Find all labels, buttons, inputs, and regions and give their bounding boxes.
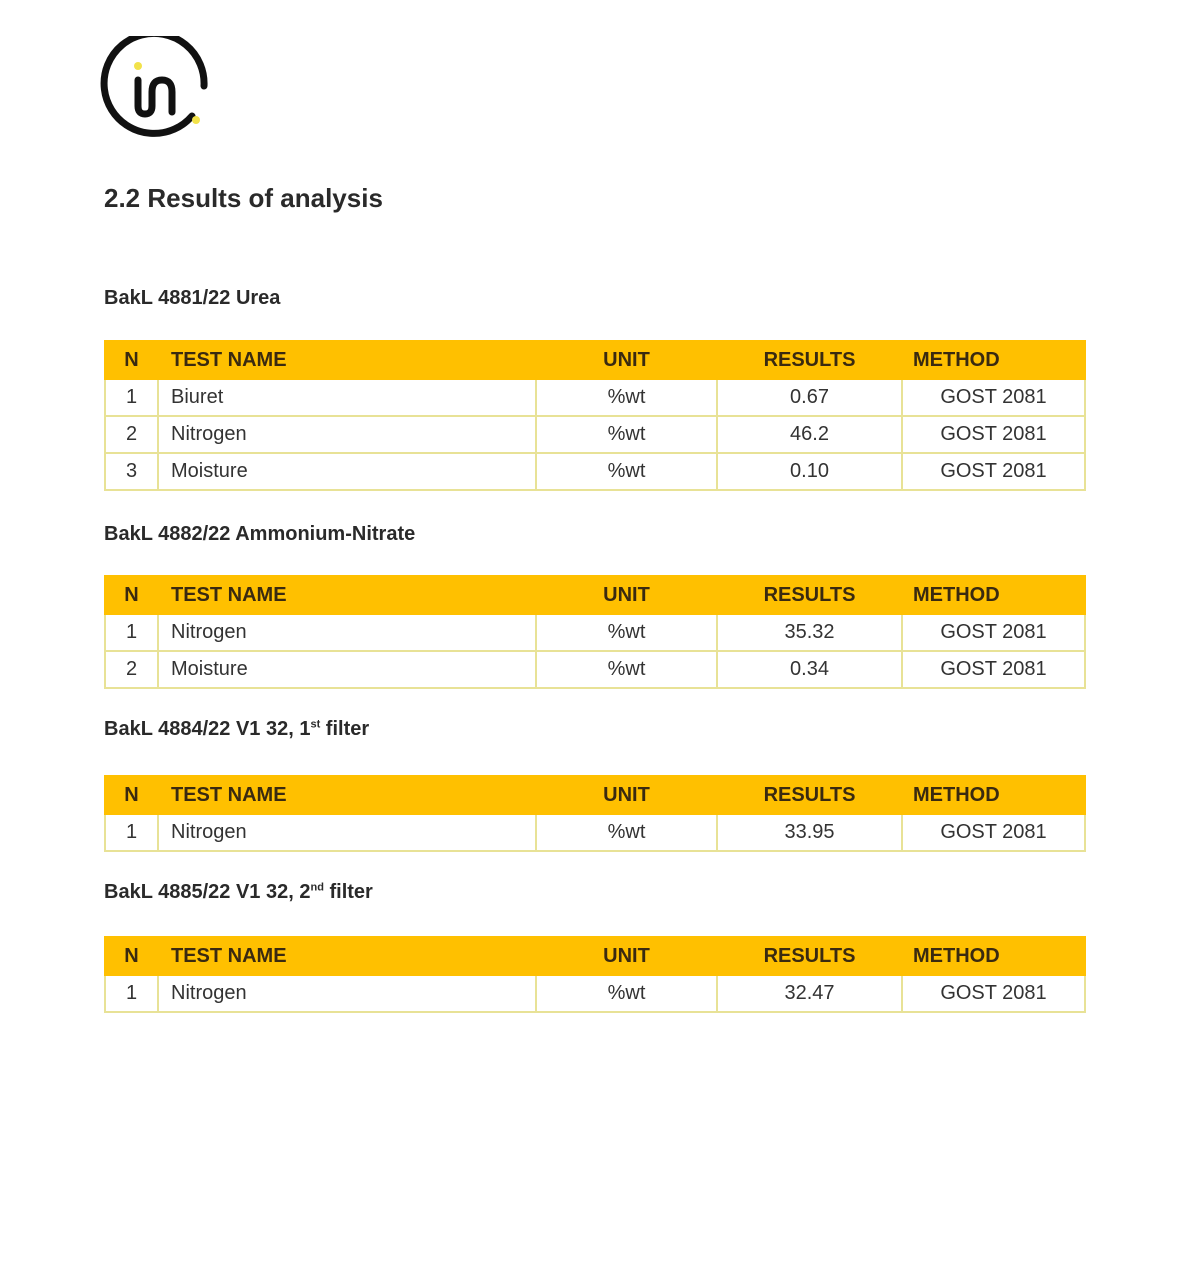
results-table xyxy=(104,340,1086,491)
cell-result: 32.47 xyxy=(717,975,902,1012)
cell-n: 1 xyxy=(105,614,158,651)
col-results: RESULTS xyxy=(717,776,902,814)
cell-unit: %wt xyxy=(536,416,717,453)
cell-unit: %wt xyxy=(536,651,717,688)
cell-test-name: Biuret xyxy=(158,379,536,416)
table-row xyxy=(105,453,1085,490)
section-title xyxy=(104,287,280,310)
cell-n: 2 xyxy=(105,416,158,453)
col-results: RESULTS xyxy=(717,576,902,614)
cell-result: 0.10 xyxy=(717,453,902,490)
cell-method: GOST 2081 xyxy=(902,814,1085,851)
col-unit: UNIT xyxy=(536,937,717,975)
cell-method: GOST 2081 xyxy=(902,975,1085,1012)
section-title-text: BakL 4884/22 V1 32, 1 xyxy=(104,718,311,740)
table-row xyxy=(105,651,1085,688)
section-title-text: BakL 4881/22 Urea xyxy=(104,287,281,309)
cell-method: GOST 2081 xyxy=(902,379,1085,416)
col-results: RESULTS xyxy=(717,937,902,975)
col-test-name: TEST NAME xyxy=(158,576,536,614)
section-title-suffix: filter xyxy=(323,881,373,903)
table-header xyxy=(105,341,1085,379)
col-method: METHOD xyxy=(902,776,1085,814)
col-test-name: TEST NAME xyxy=(158,937,536,975)
cell-unit: %wt xyxy=(536,614,717,651)
cell-unit: %wt xyxy=(536,453,717,490)
col-method: METHOD xyxy=(902,576,1085,614)
cell-test-name: Nitrogen xyxy=(158,416,536,453)
cell-method: GOST 2081 xyxy=(902,453,1085,490)
cell-unit: %wt xyxy=(536,975,717,1012)
cell-result: 0.34 xyxy=(717,651,902,688)
col-unit: UNIT xyxy=(536,776,717,814)
cell-n: 2 xyxy=(105,651,158,688)
col-n: N xyxy=(105,576,158,614)
cell-test-name: Moisture xyxy=(158,651,536,688)
section-title-suffix: filter xyxy=(320,718,370,740)
company-logo xyxy=(100,36,212,148)
cell-n: 1 xyxy=(105,975,158,1012)
section-title-sup: nd xyxy=(310,881,324,894)
table-row xyxy=(105,416,1085,453)
col-method: METHOD xyxy=(902,937,1085,975)
table-header xyxy=(105,576,1085,614)
table-row xyxy=(105,814,1085,851)
section-title-text: BakL 4882/22 Ammonium-Nitrate xyxy=(104,523,416,545)
cell-n: 1 xyxy=(105,814,158,851)
cell-test-name: Moisture xyxy=(158,453,536,490)
table-header xyxy=(105,776,1085,814)
cell-unit: %wt xyxy=(536,814,717,851)
cell-result: 35.32 xyxy=(717,614,902,651)
cell-method: GOST 2081 xyxy=(902,651,1085,688)
col-n: N xyxy=(105,776,158,814)
col-test-name: TEST NAME xyxy=(158,776,536,814)
cell-n: 1 xyxy=(105,379,158,416)
table-row xyxy=(105,379,1085,416)
section-title-text: BakL 4885/22 V1 32, 2 xyxy=(104,881,311,903)
table-row xyxy=(105,975,1085,1012)
col-n: N xyxy=(105,341,158,379)
col-results: RESULTS xyxy=(717,341,902,379)
page-heading: 2.2 Results of analysis xyxy=(104,183,383,213)
table-header xyxy=(105,937,1085,975)
cell-test-name: Nitrogen xyxy=(158,814,536,851)
cell-test-name: Nitrogen xyxy=(158,614,536,651)
col-unit: UNIT xyxy=(536,341,717,379)
results-table xyxy=(104,936,1086,1013)
cell-result: 46.2 xyxy=(717,416,902,453)
table-row xyxy=(105,614,1085,651)
cell-n: 3 xyxy=(105,453,158,490)
cell-result: 33.95 xyxy=(717,814,902,851)
col-method: METHOD xyxy=(902,341,1085,379)
col-unit: UNIT xyxy=(536,576,717,614)
results-table xyxy=(104,775,1086,852)
cell-result: 0.67 xyxy=(717,379,902,416)
section-title xyxy=(104,718,369,741)
cell-method: GOST 2081 xyxy=(902,416,1085,453)
cell-method: GOST 2081 xyxy=(902,614,1085,651)
section-title xyxy=(104,523,415,546)
col-n: N xyxy=(105,937,158,975)
col-test-name: TEST NAME xyxy=(158,341,536,379)
section-title-sup: st xyxy=(310,718,321,731)
section-title xyxy=(104,881,373,904)
results-table xyxy=(104,575,1086,689)
cell-unit: %wt xyxy=(536,379,717,416)
cell-test-name: Nitrogen xyxy=(158,975,536,1012)
